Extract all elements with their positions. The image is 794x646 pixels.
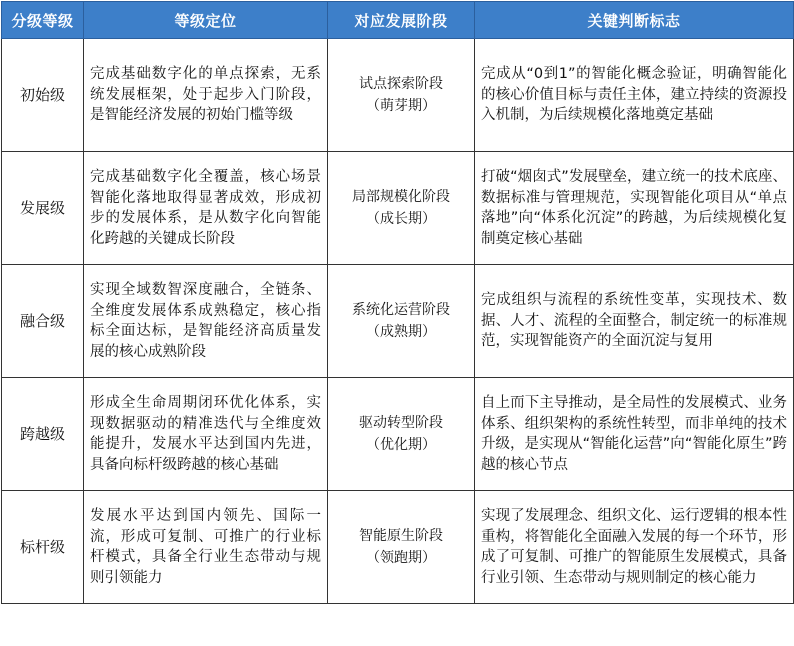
stage-cell — [328, 152, 475, 265]
stage-name: 试点探索阶段 — [359, 76, 443, 92]
marker-cell: 完成组织与流程的系统性变革，实现技术、数据、人才、流程的全面整合，制定统一的标准规范，实现智能资产的全面沉淀与复用 — [475, 265, 794, 378]
position-cell: 完成基础数字化的单点探索，无系统发展框架，处于起步入门阶段，是智能经济发展的初始门槛等级 — [84, 39, 328, 152]
header-marker: 关键判断标志 — [475, 2, 794, 39]
position-cell: 形成全生命周期闭环优化体系，实现数据驱动的精准迭代与全维度效能提升，发展水平达到国内先进，具备向标杆级跨越的核心基础 — [84, 378, 328, 491]
header-position: 等级定位 — [84, 2, 328, 39]
position-cell: 完成基础数字化全覆盖，核心场景智能化落地取得显著成效，形成初步的发展体系，是从数字化向智能化跨越的关键成长阶段 — [84, 152, 328, 265]
table-row — [2, 378, 794, 491]
stage-period: （领跑期） — [366, 550, 436, 566]
stage-cell — [328, 265, 475, 378]
position-cell: 实现全域数智深度融合，全链条、全维度发展体系成熟稳定，核心指标全面达标，是智能经济高质量发展的核心成熟阶段 — [84, 265, 328, 378]
position-cell: 发展水平达到国内领先、国际一流，形成可复制、可推广的行业标杆模式，具备全行业生态带动与规则引领能力 — [84, 491, 328, 604]
level-cell: 跨越级 — [2, 378, 84, 491]
table-row — [2, 491, 794, 604]
level-cell: 标杆级 — [2, 491, 84, 604]
stage-period: （萌芽期） — [366, 98, 436, 114]
stage-name: 智能原生阶段 — [359, 528, 443, 544]
level-cell: 初始级 — [2, 39, 84, 152]
stage-cell — [328, 491, 475, 604]
table-row — [2, 39, 794, 152]
stage-period: （优化期） — [366, 437, 436, 453]
level-cell: 融合级 — [2, 265, 84, 378]
marker-cell: 实现了发展理念、组织文化、运行逻辑的根本性重构，将智能化全面融入发展的每一个环节，形成了可复制、可推广的智能原生发展模式，具备行业引领、生态带动与规则制定的核心能力 — [475, 491, 794, 604]
marker-cell: 完成从“0到1”的智能化概念验证，明确智能化的核心价值目标与责任主体，建立持续的资源投入机制，为后续规模化落地奠定基础 — [475, 39, 794, 152]
stage-name: 驱动转型阶段 — [359, 415, 443, 431]
header-level: 分级等级 — [2, 2, 84, 39]
stage-period: （成长期） — [366, 211, 436, 227]
stage-cell — [328, 39, 475, 152]
marker-cell: 自上而下主导推动，是全局性的发展模式、业务体系、组织架构的系统性转型，而非单纯的技术升级，是实现从“智能化运营”向“智能化原生”跨越的核心节点 — [475, 378, 794, 491]
stage-name: 系统化运营阶段 — [352, 302, 450, 318]
level-cell: 发展级 — [2, 152, 84, 265]
marker-cell: 打破“烟囱式”发展壁垒，建立统一的技术底座、数据标准与管理规范，实现智能化项目从“单点落地”向“体系化沉淀”的跨越，为后续规模化复制奠定核心基础 — [475, 152, 794, 265]
stage-cell — [328, 378, 475, 491]
header-row — [2, 2, 794, 39]
table-row — [2, 152, 794, 265]
grading-table — [1, 1, 794, 604]
stage-period: （成熟期） — [366, 324, 436, 340]
stage-name: 局部规模化阶段 — [352, 189, 450, 205]
header-stage: 对应发展阶段 — [328, 2, 475, 39]
table-row — [2, 265, 794, 378]
